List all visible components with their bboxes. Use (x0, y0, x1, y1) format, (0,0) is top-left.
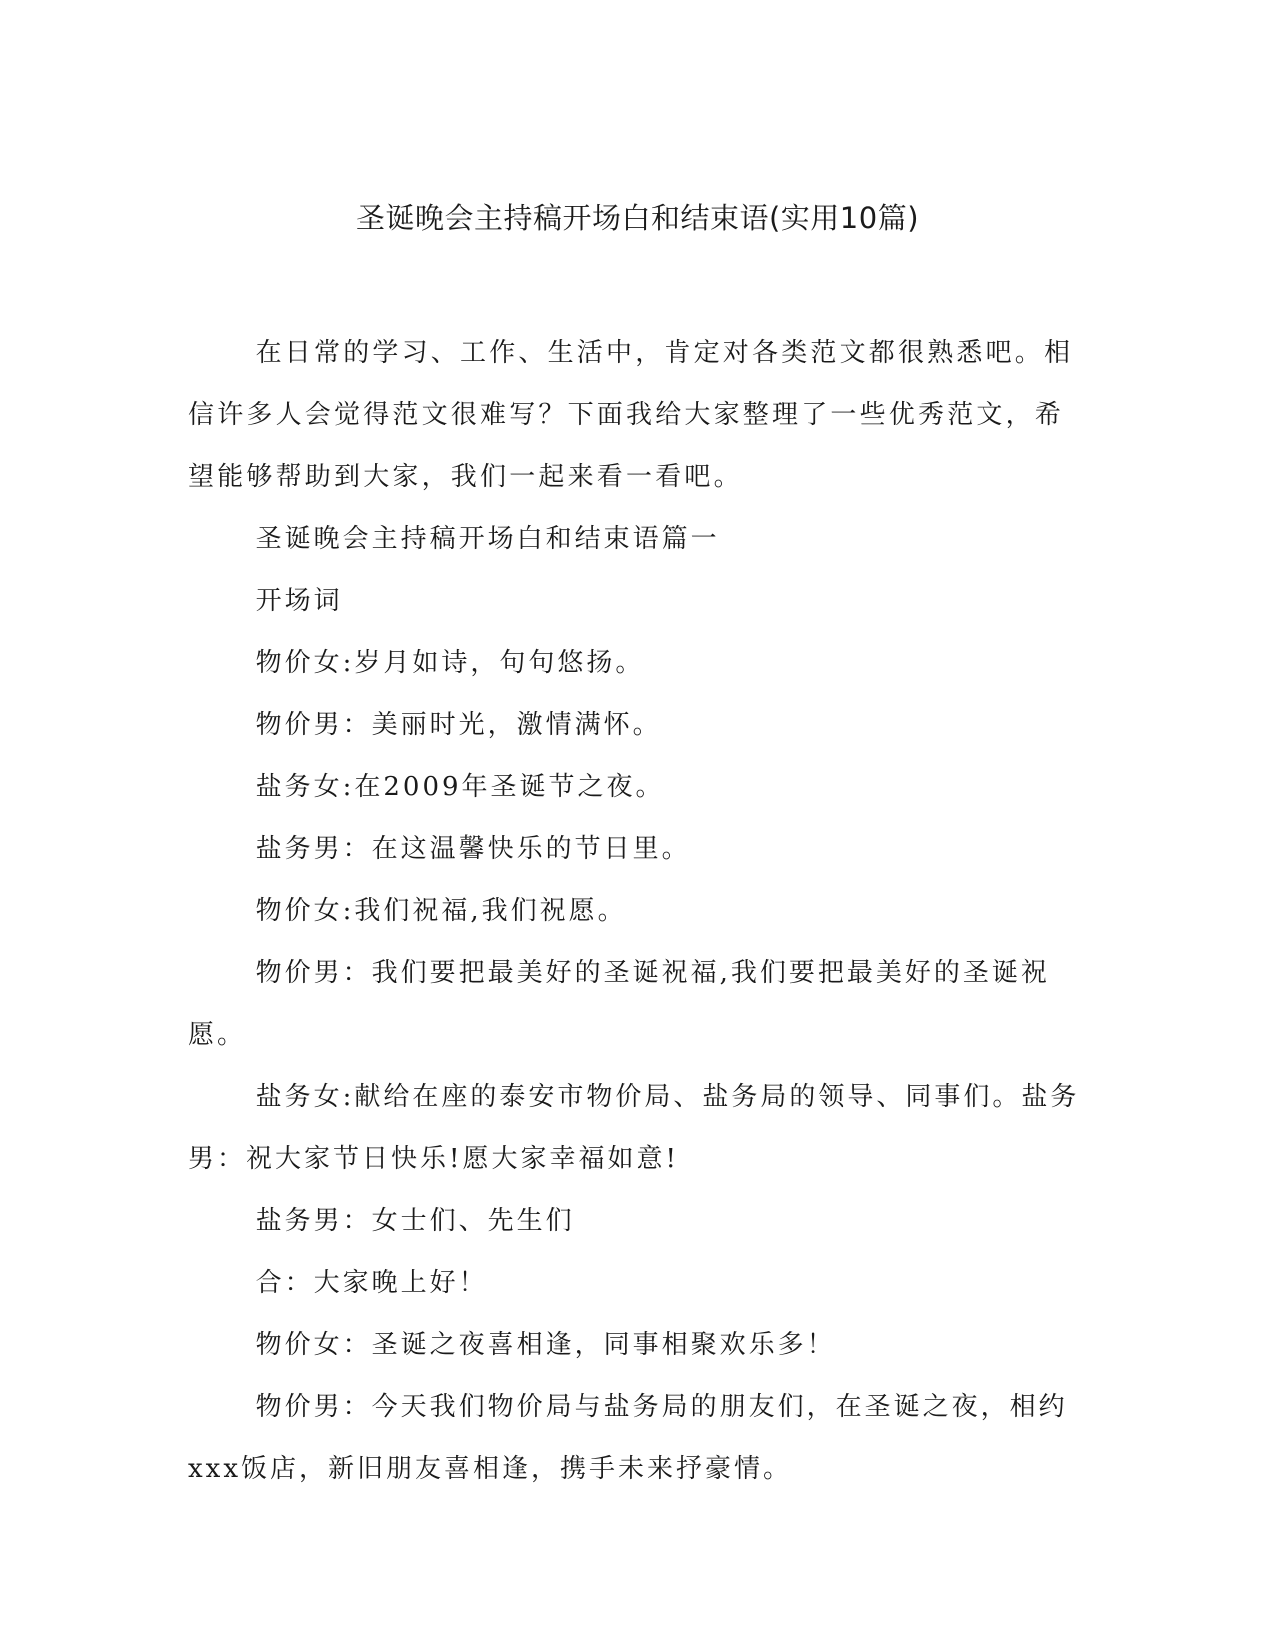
document-title: 圣诞晚会主持稿开场白和结束语(实用10篇) (355, 201, 920, 235)
script-line: 物价女:我们祝福,我们祝愿。 (255, 896, 627, 926)
script-line: 盐务男：女士们、先生们 (255, 1206, 575, 1236)
script-line: 物价男：今天我们物价局与盐务局的朋友们，在圣诞之夜，相约xxx饭店，新旧朋友喜相逢，携手未来抒豪情。 (188, 1392, 1068, 1484)
section-heading: 圣诞晚会主持稿开场白和结束语篇一 (255, 524, 720, 554)
script-line: 物价男：美丽时光，激情满怀。 (255, 710, 662, 740)
script-line: 物价男：我们要把最美好的圣诞祝福,我们要把最美好的圣诞祝愿。 (188, 958, 1050, 1050)
script-line: 盐务女:献给在座的泰安市物价局、盐务局的领导、同事们。盐务男：祝大家节日快乐!愿大家幸福如意! (188, 1082, 1080, 1174)
document-body (188, 322, 1088, 1500)
script-line: 盐务男：在这温馨快乐的节日里。 (255, 834, 691, 864)
script-line: 合：大家晚上好！ (255, 1268, 488, 1298)
intro-paragraph: 在日常的学习、工作、生活中，肯定对各类范文都很熟悉吧。相信许多人会觉得范文很难写？下面我给大家整理了一些优秀范文，希望能够帮助到大家，我们一起来看一看吧。 (188, 338, 1074, 492)
script-line: 物价女:岁月如诗，句句悠扬。 (255, 648, 645, 678)
script-line: 物价女：圣诞之夜喜相逢，同事相聚欢乐多！ (255, 1330, 836, 1360)
script-line: 盐务女:在2009年圣诞节之夜。 (255, 772, 665, 802)
subsection-heading: 开场词 (255, 586, 343, 616)
